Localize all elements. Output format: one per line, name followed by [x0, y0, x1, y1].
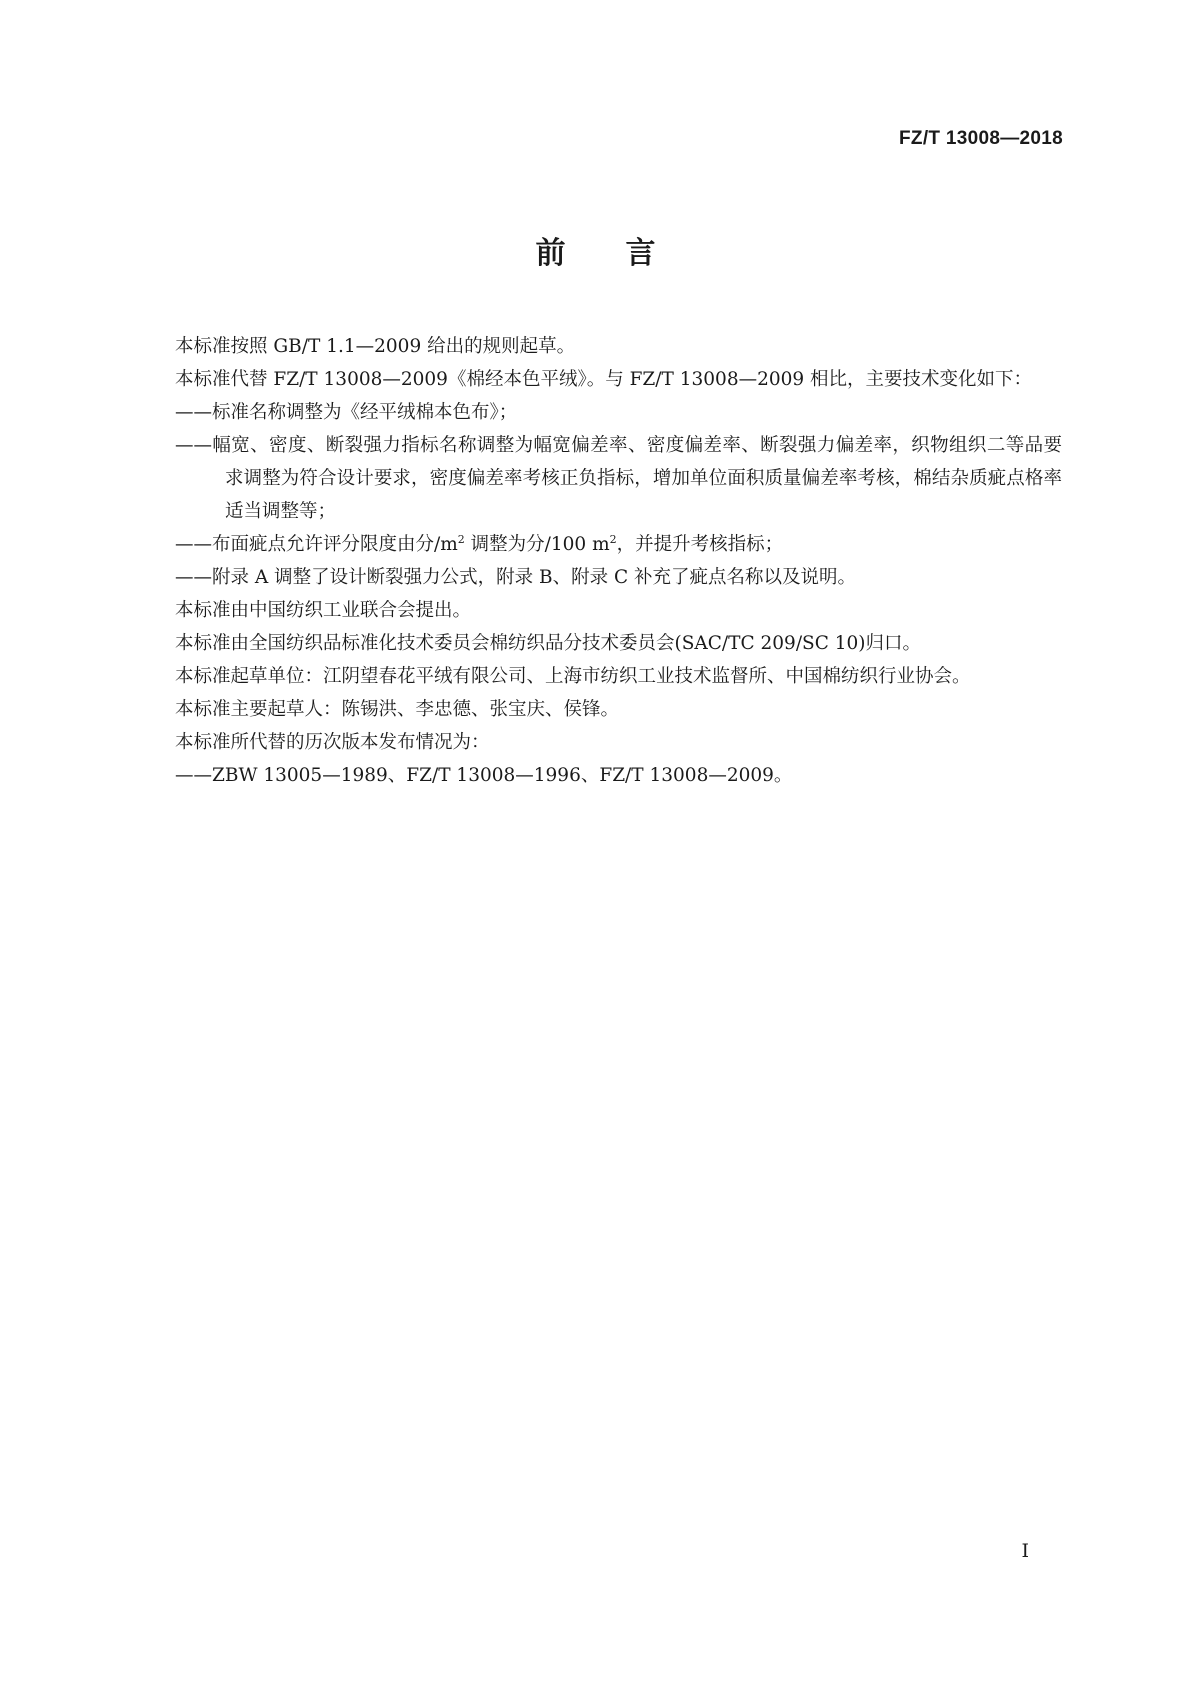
page-title: 前 言	[535, 236, 656, 271]
change-item-appendix: ——附录 A 调整了设计断裂强力公式，附录 B、附录 C 补充了疵点名称以及说明。	[175, 567, 857, 588]
paragraph-history-intro: 本标准所代替的历次版本发布情况为：	[175, 732, 490, 753]
change-text-before: ——布面疵点允许评分限度由分/m	[175, 534, 458, 555]
change-item-defect-scoring	[128, 528, 1062, 561]
paragraph-drafting-rules: 本标准按照 GB/T 1.1—2009 给出的规则起草。	[175, 336, 576, 357]
change-item-indicators: ——幅宽、密度、断裂强力指标名称调整为幅宽偏差率、密度偏差率、断裂强力偏差率，织物组织二等品要求调整为符合设计要求，密度偏差率考核正负指标，增加单位面积质量偏差率考核，棉结杂质疵点格率适当调整等；	[175, 435, 1062, 522]
paragraph-drafting-units: 本标准起草单位：江阴望春花平绒有限公司、上海市纺织工业技术监督所、中国棉纺织行业协会。	[175, 666, 971, 687]
superscript-unit: 2	[609, 532, 617, 546]
standard-code: FZ/T 13008—2018	[899, 128, 1063, 149]
document-body	[128, 330, 1062, 792]
history-item: ——ZBW 13005—1989、FZ/T 13008—1996、FZ/T 13008—2009。	[175, 765, 793, 786]
paragraph-drafters: 本标准主要起草人：陈锡洪、李忠德、张宝庆、侯锋。	[175, 699, 620, 720]
change-item-name: ——标准名称调整为《经平绒棉本色布》；	[175, 402, 518, 423]
paragraph-proposer: 本标准由中国纺织工业联合会提出。	[175, 600, 472, 621]
page-number: I	[1021, 1540, 1029, 1562]
change-text-after: ，并提升考核指标；	[616, 534, 784, 555]
paragraph-committee: 本标准由全国纺织品标准化技术委员会棉纺织品分技术委员会(SAC/TC 209/SC 10)归口。	[175, 633, 922, 654]
paragraph-replacement-summary: 本标准代替 FZ/T 13008—2009《棉经本色平绒》。与 FZ/T 13008—2009 相比，主要技术变化如下：	[175, 369, 1033, 390]
change-text-middle: 调整为分/100 m	[464, 534, 610, 555]
superscript-unit: 2	[457, 532, 465, 546]
